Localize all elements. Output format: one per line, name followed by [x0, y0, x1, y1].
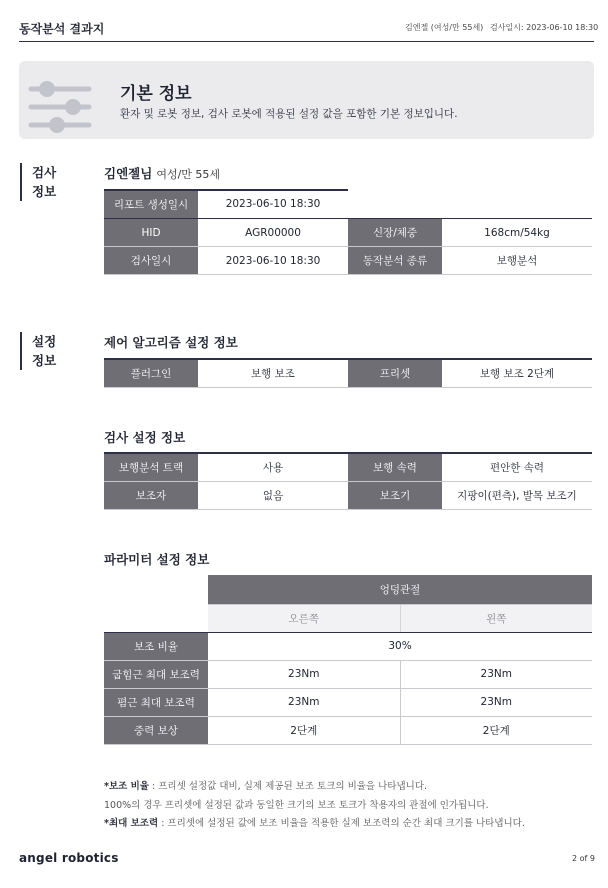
gravity-label: 중력 보상	[104, 716, 208, 744]
speed-value: 편안한 속력	[442, 453, 592, 481]
param-left-header: 왼쪽	[400, 604, 592, 632]
aid-label: 보조기	[348, 481, 442, 509]
hid-value: AGR00000	[198, 219, 348, 247]
exam-info-table	[104, 218, 592, 275]
patient-name: 김엔젤님	[104, 166, 153, 181]
param-table	[104, 575, 592, 745]
assistant-label: 보조자	[104, 481, 198, 509]
table-row	[104, 219, 592, 247]
note-max-force	[104, 815, 525, 834]
patient-demographics: 여성/만 55세	[156, 168, 221, 181]
table-row	[104, 660, 592, 688]
header-exam-date: 검사일시: 2023-06-10 18:30	[490, 23, 599, 32]
banner-description: 환자 및 로봇 정보, 검사 로봇에 적용된 설정 값을 포함한 기본 정보입니다.	[120, 108, 458, 120]
note-ratio	[104, 778, 525, 797]
table-row	[104, 453, 592, 481]
report-date-value: 2023-06-10 18:30	[198, 190, 348, 218]
extensor-left-value: 23Nm	[400, 688, 592, 716]
aid-value: 지팡이(편측), 발목 보조기	[442, 481, 592, 509]
note-ratio-text: : 프리셋 설정값 대비, 실제 제공된 보조 토크의 비율을 나타냅니다.	[148, 781, 428, 792]
side-label-line2: 정보	[32, 184, 57, 199]
page-number: 2 of 9	[572, 854, 595, 863]
report-date-label: 리포트 생성일시	[104, 190, 198, 218]
table-row	[104, 716, 592, 744]
flexor-left-value: 23Nm	[400, 660, 592, 688]
note-ratio-term: *보조 비율	[104, 781, 149, 792]
gravity-left-value: 2단계	[400, 716, 592, 744]
track-value: 사용	[198, 453, 348, 481]
blank-cell	[104, 604, 208, 632]
ratio-label: 보조 비율	[104, 632, 208, 660]
sliders-icon	[27, 79, 97, 139]
algorithm-section-title: 제어 알고리즘 설정 정보	[104, 335, 238, 350]
patient-name-line	[104, 164, 220, 182]
banner-title: 기본 정보	[120, 84, 192, 104]
table-row	[104, 688, 592, 716]
exam-settings-table	[104, 452, 592, 510]
gravity-right-value: 2단계	[208, 716, 400, 744]
exam-date-label: 검사일시	[104, 247, 198, 275]
table-row	[104, 481, 592, 509]
table-row	[104, 632, 592, 660]
document-title: 동작분석 결과지	[19, 22, 105, 36]
algorithm-table	[104, 358, 592, 388]
param-section-title: 파라미터 설정 정보	[104, 552, 210, 567]
extensor-right-value: 23Nm	[208, 688, 400, 716]
table-row	[104, 359, 592, 387]
track-label: 보행분석 트랙	[104, 453, 198, 481]
table-row	[104, 604, 592, 632]
note-ratio-detail: 100%의 경우 프리셋에 설정된 값과 동일한 크기의 보조 토크가 착용자의 관절에 인가됩니다.	[104, 799, 489, 811]
height-weight-label: 신장/체중	[348, 219, 442, 247]
analysis-type-label: 동작분석 종류	[348, 247, 442, 275]
settings-side-label	[20, 332, 60, 370]
side-label-line1: 검사	[32, 165, 57, 180]
speed-label: 보행 속력	[348, 453, 442, 481]
param-right-header: 오른쪽	[208, 604, 400, 632]
blank-cell	[104, 575, 208, 604]
side-label-line1: 설정	[32, 334, 57, 349]
footnotes	[104, 778, 525, 834]
plugin-label: 플러그인	[104, 359, 198, 387]
hid-label: HID	[104, 219, 198, 247]
header-patient: 김엔젤 (여성/만 55세)	[405, 23, 484, 32]
flexor-right-value: 23Nm	[208, 660, 400, 688]
plugin-value: 보행 보조	[198, 359, 348, 387]
note-max-force-text: : 프리셋에 설정된 값에 보조 비율을 적용한 실제 보조력의 순간 최대 크기를 나타냅니다.	[158, 818, 525, 829]
header-divider	[19, 41, 594, 42]
param-joint-header: 엉덩관절	[208, 575, 592, 604]
height-weight-value: 168cm/54kg	[442, 219, 592, 247]
note-max-force-term: *최대 보조력	[104, 818, 159, 829]
company-logo: angel robotics	[19, 851, 119, 865]
table-row	[104, 190, 348, 218]
ratio-value: 30%	[208, 632, 592, 660]
page-header	[0, 0, 608, 50]
exam-date-value: 2023-06-10 18:30	[198, 247, 348, 275]
analysis-type-value: 보행분석	[442, 247, 592, 275]
assistant-value: 없음	[198, 481, 348, 509]
report-date-table	[104, 189, 348, 219]
section-banner	[19, 61, 594, 139]
exam-info-side-label	[20, 163, 60, 201]
extensor-label: 폄근 최대 보조력	[104, 688, 208, 716]
exam-settings-title: 검사 설정 정보	[104, 430, 186, 445]
preset-value: 보행 보조 2단계	[442, 359, 592, 387]
flexor-label: 굽힘근 최대 보조력	[104, 660, 208, 688]
table-row	[104, 575, 592, 604]
side-label-line2: 정보	[32, 353, 57, 368]
preset-label: 프리셋	[348, 359, 442, 387]
table-row	[104, 247, 592, 275]
